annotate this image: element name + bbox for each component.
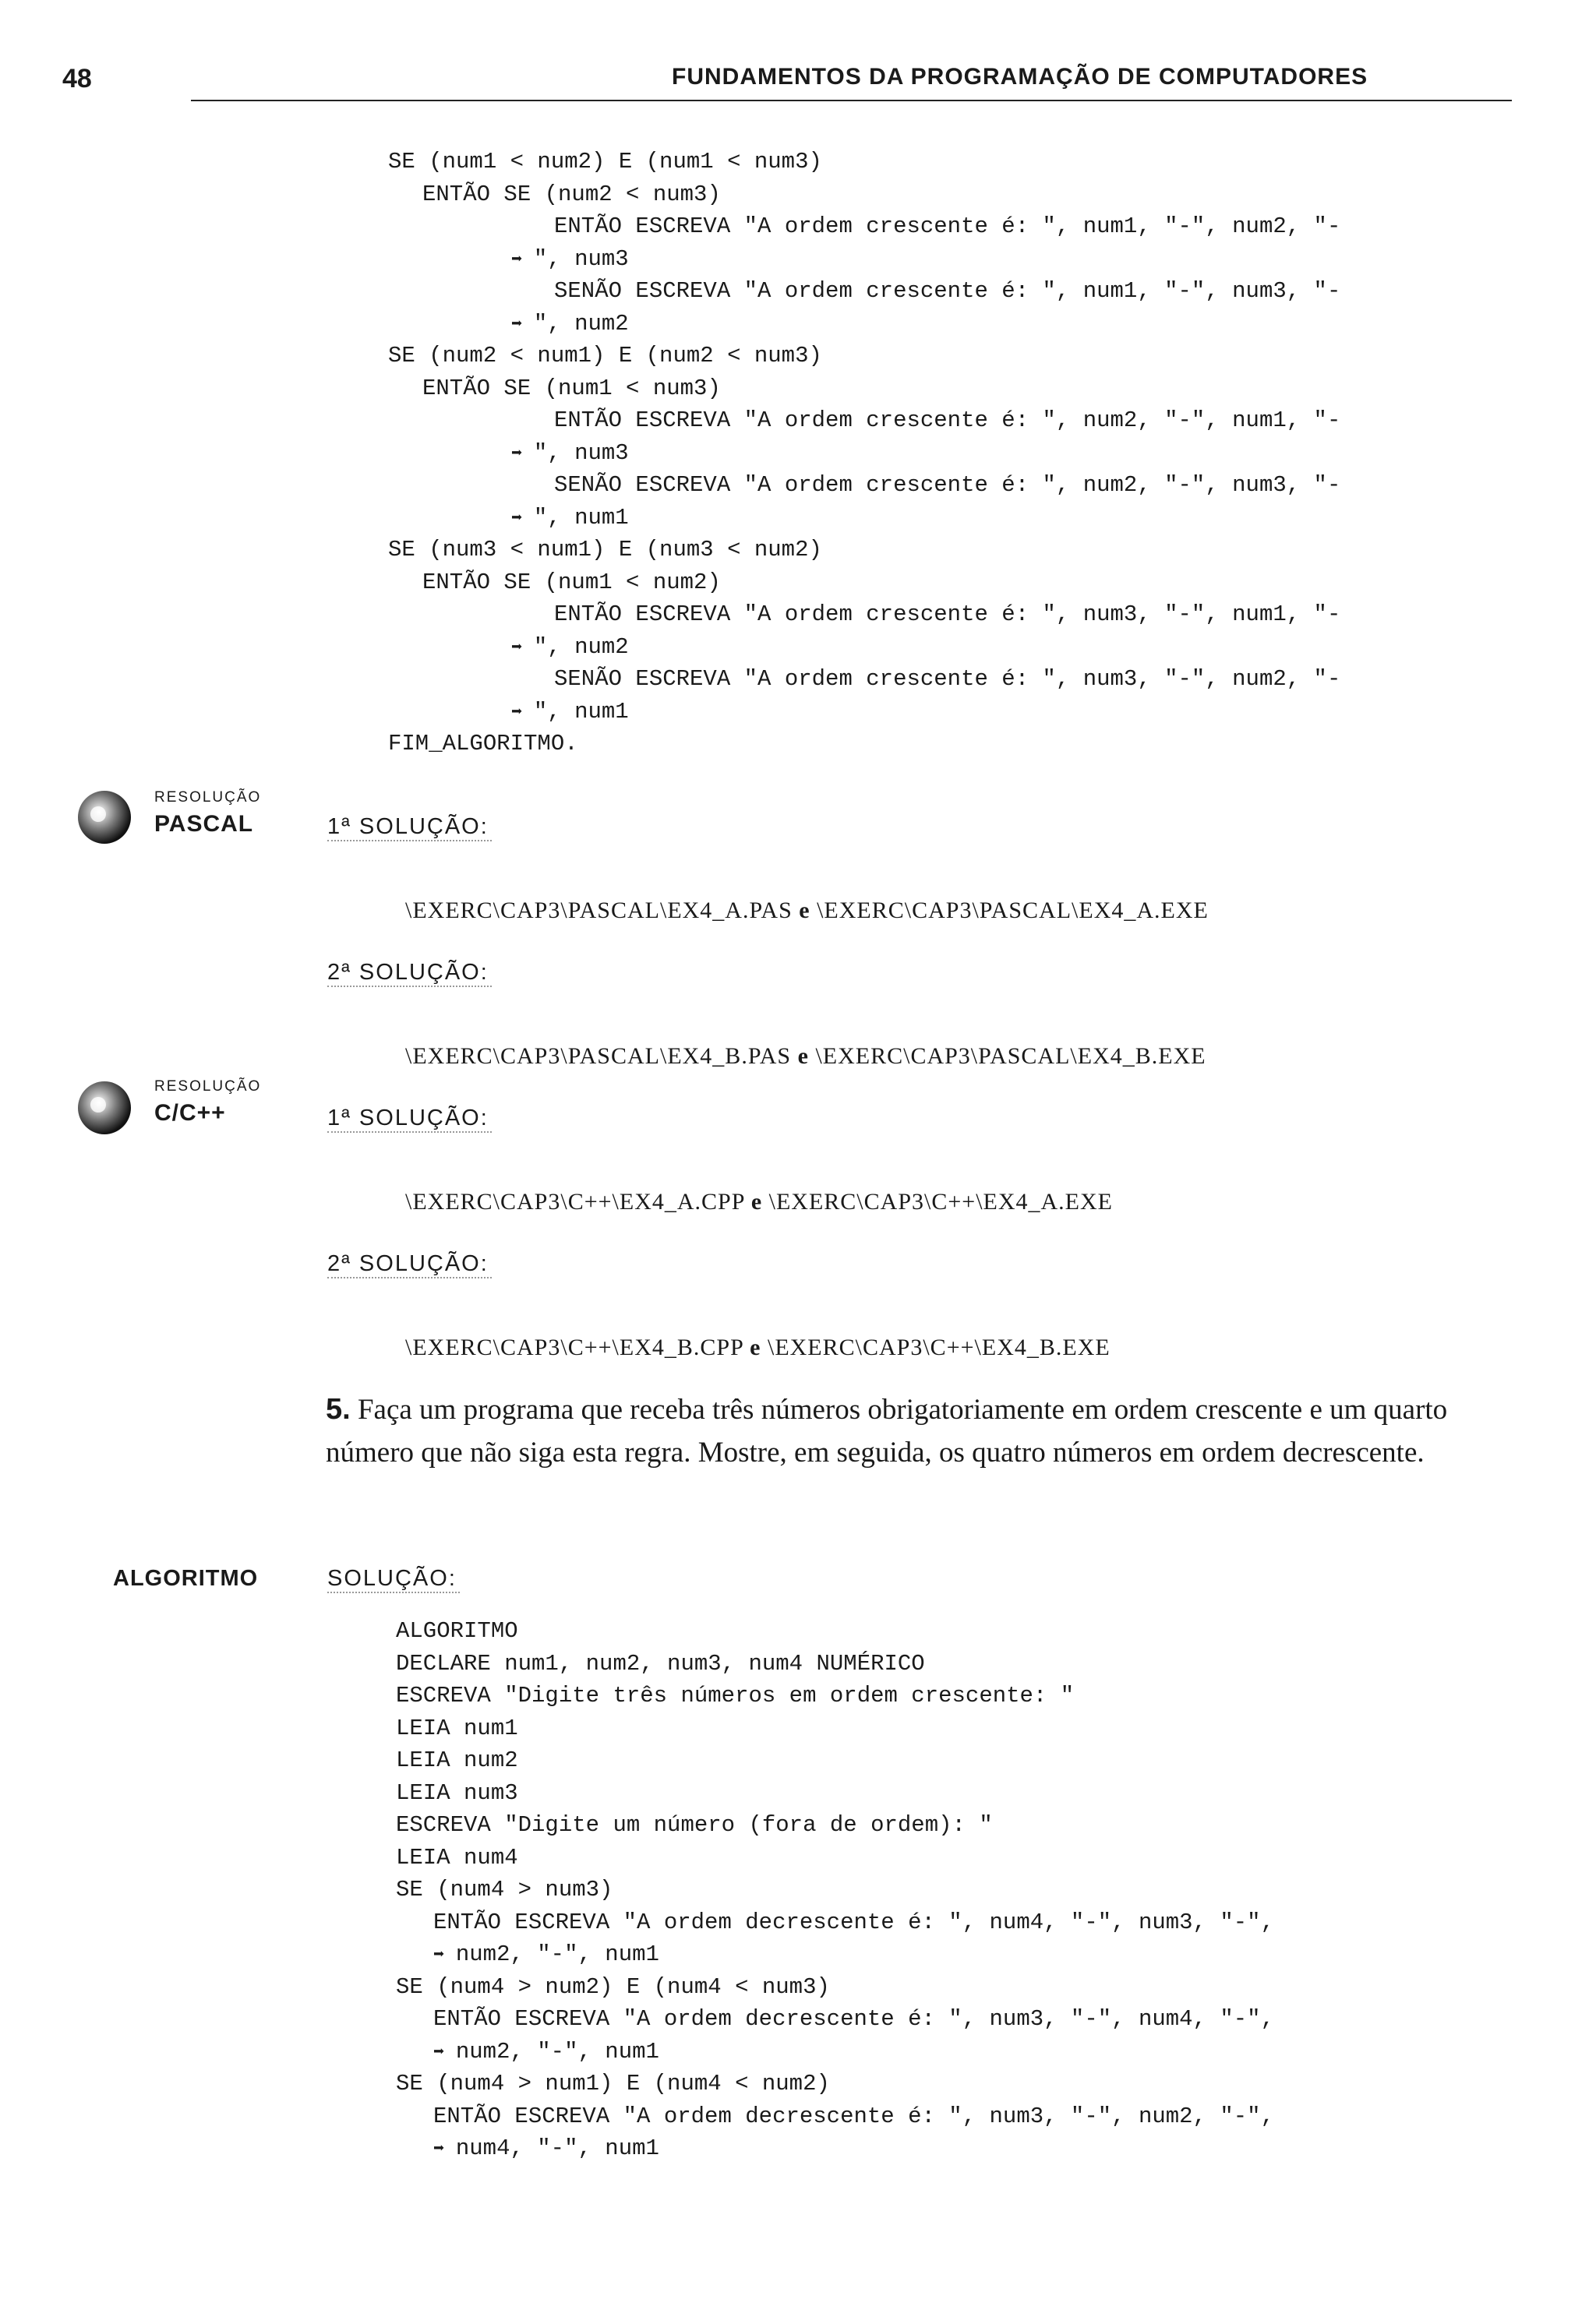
pascal-sol1-conj: e xyxy=(799,898,810,923)
cpp-badge xyxy=(75,1074,277,1144)
code-line xyxy=(396,1615,1518,1648)
code-line xyxy=(396,1648,1518,1680)
pascal-sol1-path-a: \EXERC\CAP3\PASCAL\EX4_A.PAS xyxy=(405,898,793,923)
code-line xyxy=(388,308,1526,340)
code-text: ", num1 xyxy=(533,698,629,725)
code-line xyxy=(388,340,1526,372)
continuation-arrow-icon: ➡ xyxy=(433,1945,456,1966)
code-line xyxy=(388,469,1526,502)
code-text: num2, "-", num1 xyxy=(455,1941,659,1967)
code-text: ENTÃO ESCREVA "A ordem decrescente é: ", num3, "-", num4, "-", xyxy=(433,2006,1274,2032)
code-text: SENÃO ESCREVA "A ordem crescente é: ", num2, "-", num3, "- xyxy=(554,472,1341,498)
code-text: ", num2 xyxy=(533,633,629,660)
code-text: ", num3 xyxy=(533,245,629,272)
code-line xyxy=(388,243,1526,276)
code-line xyxy=(396,1680,1518,1712)
page-number: 48 xyxy=(62,64,92,93)
disc-icon xyxy=(75,1074,137,1136)
code-line xyxy=(388,631,1526,664)
continuation-arrow-icon: ➡ xyxy=(511,314,534,336)
code-line xyxy=(388,502,1526,534)
continuation-arrow-icon: ➡ xyxy=(433,2139,456,2160)
code-line xyxy=(396,1874,1518,1906)
code-line xyxy=(388,178,1526,211)
code-text: ", num1 xyxy=(533,504,629,531)
code-line xyxy=(396,1712,1518,1745)
code-line xyxy=(396,1906,1518,1939)
code-text: ", num2 xyxy=(533,310,629,337)
code-line xyxy=(388,210,1526,243)
code-text: SENÃO ESCREVA "A ordem crescente é: ", num1, "-", num3, "- xyxy=(554,278,1341,304)
pascal-badge xyxy=(75,783,277,853)
code-line xyxy=(388,275,1526,308)
continuation-arrow-icon: ➡ xyxy=(511,443,534,465)
code-text: SE (num4 > num3) xyxy=(396,1877,613,1903)
cpp-sol2-conj: e xyxy=(750,1335,761,1360)
cpp-badge-main: C/C++ xyxy=(154,1100,226,1126)
code-line xyxy=(388,534,1526,566)
code-line xyxy=(388,696,1526,728)
code-text: SE (num3 < num1) E (num3 < num2) xyxy=(388,537,822,562)
code-line xyxy=(396,2100,1518,2133)
code-text: num4, "-", num1 xyxy=(455,2135,659,2161)
pascal-sol2-label: 2ª SOLUÇÃO: xyxy=(327,960,492,987)
continuation-arrow-icon: ➡ xyxy=(511,249,534,271)
code-text: ENTÃO ESCREVA "A ordem crescente é: ", num3, "-", num1, "- xyxy=(554,601,1341,627)
disc-icon xyxy=(75,783,137,845)
pascal-sol2-conj: e xyxy=(797,1043,809,1069)
code-line xyxy=(396,1971,1518,2004)
code-line xyxy=(396,1744,1518,1777)
cpp-sol2-path-b: \EXERC\CAP3\C++\EX4_B.EXE xyxy=(767,1335,1110,1360)
code-line xyxy=(388,728,1526,760)
pascal-sol2-paths xyxy=(392,1017,1206,1070)
cpp-badge-top: RESOLUÇÃO xyxy=(154,1078,262,1095)
exercise-text: Faça um programa que receba três números obrigatoriamente em ordem crescente e um quarto número que não siga esta regra. Mostre, em seguida, os quatro números em ordem decrescente. xyxy=(326,1394,1448,1469)
code-text: ENTÃO ESCREVA "A ordem decrescente é: ", num3, "-", num2, "-", xyxy=(433,2103,1274,2129)
pascal-sol1-path-b: \EXERC\CAP3\PASCAL\EX4_A.EXE xyxy=(817,898,1209,923)
code-line xyxy=(396,2068,1518,2100)
code-text: ENTÃO ESCREVA "A ordem crescente é: ", num1, "-", num2, "- xyxy=(554,213,1341,239)
code-text: ENTÃO SE (num1 < num2) xyxy=(422,569,721,595)
code-text: ESCREVA "Digite três números em ordem crescente: " xyxy=(396,1683,1075,1709)
continuation-arrow-icon: ➡ xyxy=(511,637,534,659)
algoritmo-solution-label: SOLUÇÃO: xyxy=(327,1566,460,1593)
code-line xyxy=(388,598,1526,631)
cpp-sol2-label: 2ª SOLUÇÃO: xyxy=(327,1251,492,1278)
code-line xyxy=(388,146,1526,178)
code-text: SE (num4 > num2) E (num4 < num3) xyxy=(396,1973,830,2000)
code-text: ", num3 xyxy=(533,439,629,466)
code-line xyxy=(388,437,1526,470)
code-line xyxy=(388,404,1526,437)
code-text: ALGORITMO xyxy=(396,1618,518,1644)
code-block-1 xyxy=(388,146,1526,760)
cpp-sol2-paths xyxy=(392,1308,1110,1361)
code-text: ENTÃO ESCREVA "A ordem decrescente é: ", num4, "-", num3, "-", xyxy=(433,1909,1274,1935)
pascal-sol1-paths xyxy=(392,871,1209,924)
code-text: num2, "-", num1 xyxy=(455,2038,659,2065)
pascal-badge-top: RESOLUÇÃO xyxy=(154,789,262,806)
pascal-sol1-label: 1ª SOLUÇÃO: xyxy=(327,814,492,841)
header-rule xyxy=(191,100,1512,101)
running-title: FUNDAMENTOS DA PROGRAMAÇÃO DE COMPUTADORES xyxy=(672,64,1368,90)
pascal-sol2-path-b: \EXERC\CAP3\PASCAL\EX4_B.EXE xyxy=(815,1043,1206,1069)
continuation-arrow-icon: ➡ xyxy=(511,508,534,530)
code-text: SE (num1 < num2) E (num1 < num3) xyxy=(388,149,822,175)
continuation-arrow-icon: ➡ xyxy=(433,2042,456,2064)
code-block-2 xyxy=(396,1615,1518,2165)
cpp-sol1-path-b: \EXERC\CAP3\C++\EX4_A.EXE xyxy=(768,1189,1113,1215)
cpp-sol2-path-a: \EXERC\CAP3\C++\EX4_B.CPP xyxy=(405,1335,743,1360)
code-line xyxy=(396,2003,1518,2036)
code-text: LEIA num2 xyxy=(396,1747,518,1773)
cpp-sol1-label: 1ª SOLUÇÃO: xyxy=(327,1106,492,1133)
code-text: LEIA num1 xyxy=(396,1715,518,1741)
pascal-badge-main: PASCAL xyxy=(154,811,254,837)
code-line xyxy=(396,1777,1518,1810)
code-text: ENTÃO SE (num1 < num3) xyxy=(422,375,721,401)
exercise-number: 5. xyxy=(326,1393,351,1426)
code-line xyxy=(388,372,1526,405)
cpp-sol1-conj: e xyxy=(750,1189,763,1215)
code-line xyxy=(396,1842,1518,1874)
cpp-sol1-path-a: \EXERC\CAP3\C++\EX4_A.CPP xyxy=(405,1189,745,1215)
code-text: FIM_ALGORITMO. xyxy=(388,731,578,756)
pascal-sol2-path-a: \EXERC\CAP3\PASCAL\EX4_B.PAS xyxy=(405,1043,792,1069)
algoritmo-badge: ALGORITMO xyxy=(113,1566,259,1591)
code-line xyxy=(388,663,1526,696)
continuation-arrow-icon: ➡ xyxy=(511,702,534,724)
code-text: LEIA num4 xyxy=(396,1844,518,1871)
code-line xyxy=(396,2036,1518,2068)
code-text: ENTÃO SE (num2 < num3) xyxy=(422,181,721,207)
code-text: ESCREVA "Digite um número (fora de ordem): " xyxy=(396,1812,993,1838)
cpp-sol1-paths xyxy=(392,1162,1113,1215)
code-line xyxy=(396,1809,1518,1842)
code-line xyxy=(396,2132,1518,2165)
code-line xyxy=(396,1938,1518,1971)
code-text: DECLARE num1, num2, num3, num4 NUMÉRICO xyxy=(396,1650,925,1677)
code-text: LEIA num3 xyxy=(396,1779,518,1806)
code-line xyxy=(388,566,1526,599)
code-text: SE (num2 < num1) E (num2 < num3) xyxy=(388,343,822,369)
exercise-5 xyxy=(326,1388,1522,1474)
code-text: SE (num4 > num1) E (num4 < num2) xyxy=(396,2071,830,2097)
code-text: SENÃO ESCREVA "A ordem crescente é: ", num3, "-", num2, "- xyxy=(554,666,1341,692)
code-text: ENTÃO ESCREVA "A ordem crescente é: ", num2, "-", num1, "- xyxy=(554,407,1341,433)
